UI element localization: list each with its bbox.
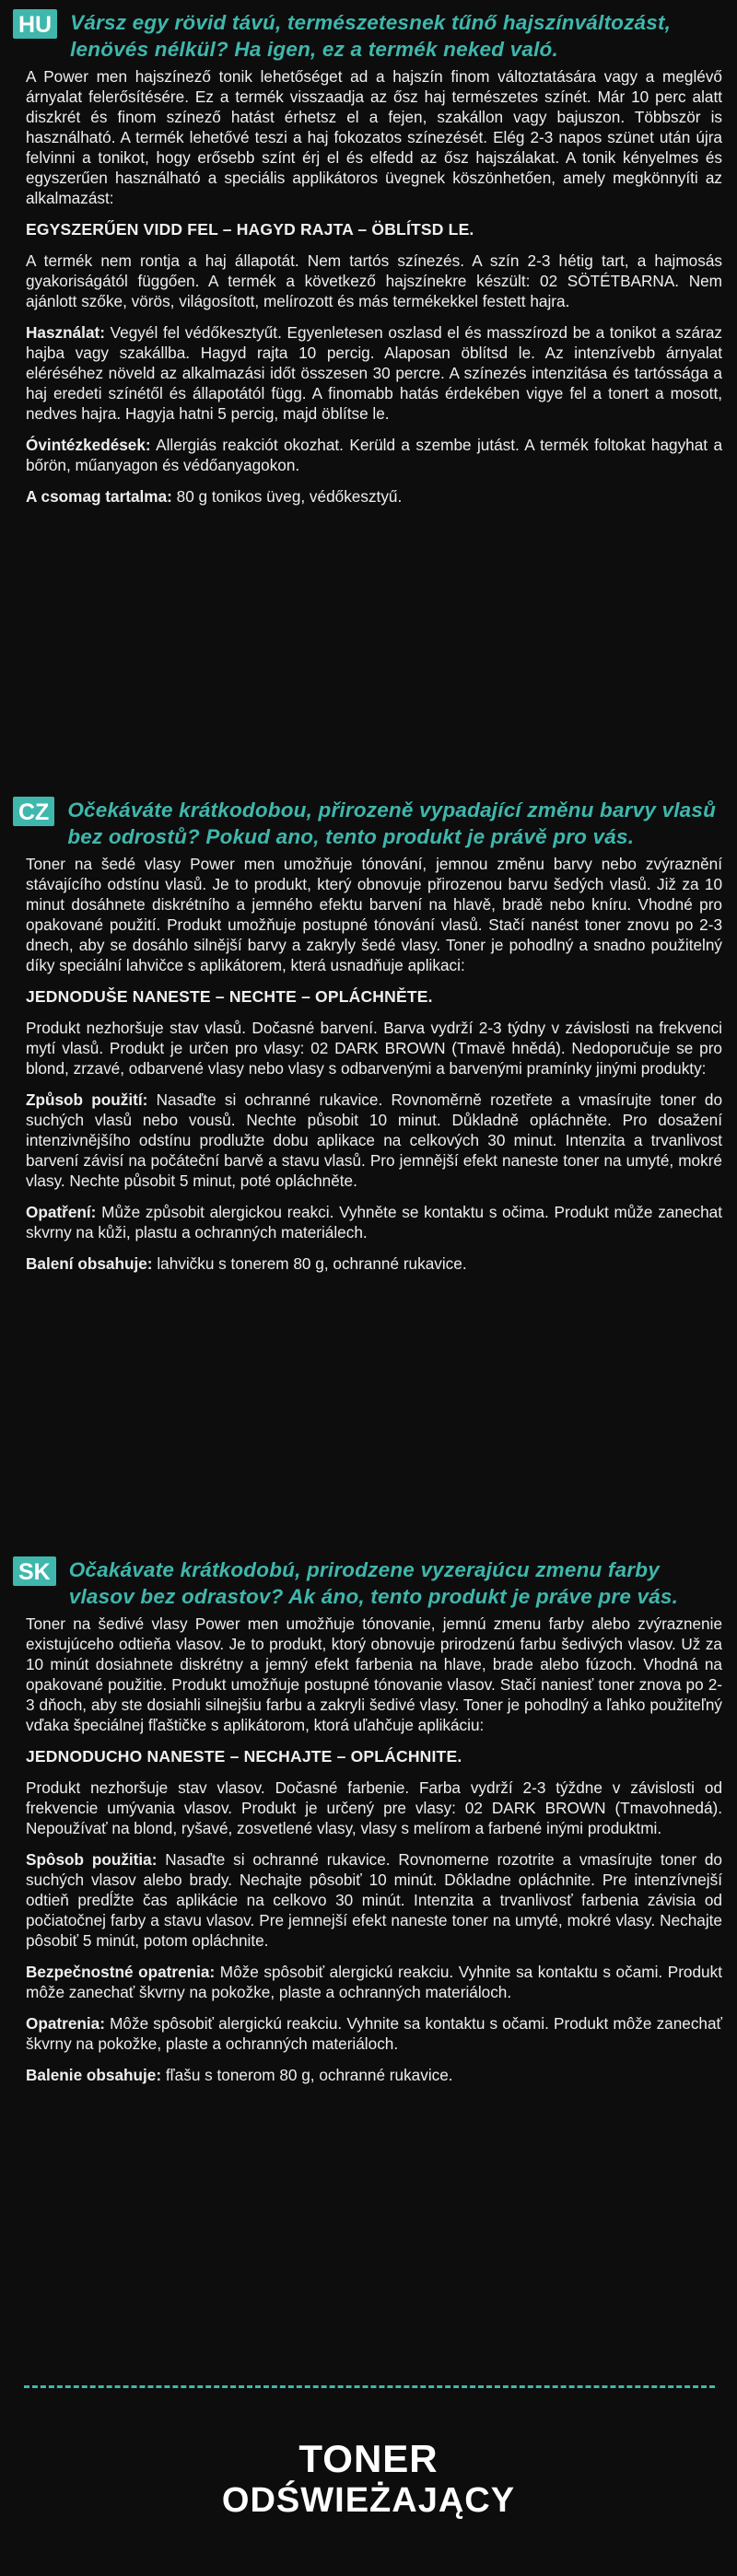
usage-label: Způsob použití: xyxy=(26,1090,148,1109)
warning-label: Óvintézkedések: xyxy=(26,436,151,454)
section-hu xyxy=(0,0,737,518)
pack-text: fľašu s tonerom 80 g, ochranné rukavice. xyxy=(165,2066,453,2084)
section-cz xyxy=(0,787,737,1285)
usage-label: Használat: xyxy=(26,323,105,342)
warning-label: Opatření: xyxy=(26,1203,97,1221)
warning-paragraph xyxy=(26,1202,722,1242)
info-paragraph: Produkt nezhoršuje stav vlasov. Dočasné farbenie. Farba vydrží 2-3 týždne v závislosti od frekvencie umývania vlasov. Produkt je určený pre vlasy: 02 DARK BROWN (Tmavohnedá). Nepoužívať na blond, ryšavé, zosvetlené vlasy, vlasy s melírom a farbené inými produktmi. xyxy=(26,1778,722,1837)
section-sk xyxy=(0,1547,737,2096)
warning-text: Môže spôsobiť alergickú reakciu. Vyhnite sa kontaktu s očami. Produkt môže zanechať škvrny na pokožke, plaste a ochranných materiáloch. xyxy=(26,2014,722,2053)
warning-paragraph xyxy=(26,435,722,475)
pack-label: Balení obsahuje: xyxy=(26,1254,153,1273)
usage-paragraph xyxy=(26,1090,722,1191)
footer-title-line2: ODŚWIEŻAJĄCY xyxy=(221,2481,516,2520)
intro-paragraph: A Power men hajszínező tonik lehetőséget ad a hajszín finom változtatására vagy a meglévő árnyalat felerősítésére. Ez a termék visszaadja az ősz haj természetes színét. Már 10 perc alatt diszkrét és finom színező hatást érhetsz el a fejen, szakállon vagy bajuszon. Többször is használható. A termék lehetővé teszi a haj fokozatos színezését. Elég 2-3 napos szünet után újra felvinni a tonikot, hogy erősebb színt érj el és elfedd az ősz hajszálakat. A tonik kényelmes és egyszerűen használható a speciális applikátoros üvegnek köszönhetően, amely megkönnyíti az alkalmazást: xyxy=(26,67,722,207)
pack-paragraph xyxy=(26,486,722,507)
section-body xyxy=(0,850,737,1274)
section-body xyxy=(0,63,737,507)
pack-paragraph xyxy=(26,2065,722,2085)
usage-paragraph xyxy=(26,1849,722,1951)
usage-text: Nasaďte si ochranné rukavice. Rovnoměrně rozetřete a vmasírujte toner do suchých vlasů nebo vousů. Nechte působit 10 minut. Důkladně opláchněte. Pro dosažení intenzivnějšího odstínu prodlužte dobu aplikace na celkových 30 minut. Intenzita a trvanlivost barvení závisí na počáteční barvě a stavu vlasů. Pro jemnější efekt naneste toner na umyté, mokré vlasy. Nechte působit 5 minut, poté opláchněte. xyxy=(26,1090,723,1190)
language-badge-sk: SK xyxy=(13,1556,56,1586)
section-headline: Vársz egy rövid távú, természetesnek tűnő hajszínváltozást, lenövés nélkül? Ha igen, ez a termék neked való. xyxy=(70,11,672,61)
info-paragraph: Produkt nezhoršuje stav vlasů. Dočasné barvení. Barva vydrží 2-3 týdny v závislosti na frekvenci mytí vlasů. Produkt je určen pro vlasy: 02 DARK BROWN (Tmavě hnědá). Nedoporučuje se pro blond, zrzavé, odbarvené vlasy nebo vlasy s odbarvenými a barvenými pramínky jinými produkty: xyxy=(26,1019,722,1078)
usage-text: Vegyél fel védőkesztyűt. Egyenletesen oszlasd el és masszírozd be a tonikot a száraz hajba vagy szakállba. Hagyd rajta 10 percig. Alaposan öblítsd le. Az intenzívebb árnyalat eléréséhez növeld az alkalmazási időt összesen 30 percre. A színezés intenzitása és tartóssága a haj eredeti színétől és állapotától függ. A finomabb hatás érdekében vigye fel a tonert a mosott, nedves hajra. Hagyja hatni 5 percig, majd öblítse le. xyxy=(26,323,722,423)
usage-label: Spôsob použitia: xyxy=(26,1850,158,1869)
section-header xyxy=(0,787,737,850)
safety-text: Môže spôsobiť alergickú reakciu. Vyhnite sa kontaktu s očami. Produkt môže zanechať škvrny na pokožke, plaste a ochranných materiáloch. xyxy=(26,1963,722,2001)
pack-text: 80 g tonikos üveg, védőkesztyű. xyxy=(176,487,403,506)
pack-paragraph xyxy=(26,1253,722,1274)
language-badge-cz: CZ xyxy=(13,797,54,826)
pack-text: lahvičku s tonerem 80 g, ochranné rukavice. xyxy=(157,1254,467,1273)
steps-line: JEDNODUŠE NANESTE – NECHTE – OPLÁCHNĚTE. xyxy=(26,987,433,1006)
safety-label: Bezpečnostné opatrenia: xyxy=(26,1963,216,1981)
info-paragraph: A termék nem rontja a haj állapotát. Nem tartós színezés. A szín 2-3 hétig tart, a hajmosás gyakoriságától függően. A termék a következő hajszínekre készült: 02 SÖTÉTBARNA. Nem ajánlott szőke, vörös, világosított, melírozott és más termékekkel festett hajra. xyxy=(26,251,722,310)
section-body xyxy=(0,1610,737,2085)
warning-paragraph xyxy=(26,2013,722,2054)
usage-text: Nasaďte si ochranné rukavice. Rovnomerne rozotrite a vmasírujte toner do suchých vlasov alebo brady. Nechajte pôsobiť 10 minút. Dôkladne opláchnite. Pre intenzívnejší odtieň predĺžte čas aplikácie na celkovo 30 minút. Intenzita a trvanlivosť farbenia závisia od počiatočnej farby a stavu vlasov. Pre jemnejší efekt naneste toner na umyté, mokré vlasy. Nechajte pôsobiť 5 minút, potom opláchnite. xyxy=(26,1850,722,1950)
section-header xyxy=(0,1547,737,1610)
safety-paragraph xyxy=(26,1962,722,2002)
pack-label: Balenie obsahuje: xyxy=(26,2066,162,2084)
usage-paragraph xyxy=(26,322,722,424)
pack-label: A csomag tartalma: xyxy=(26,487,172,506)
steps-line: JEDNODUCHO NANESTE – NECHAJTE – OPLÁCHNITE. xyxy=(26,1747,462,1766)
intro-paragraph: Toner na šedé vlasy Power men umožňuje tónování, jemnou změnu barvy nebo zvýraznění stávajícího odstínu vlasů. Je to produkt, který obnovuje přirozenou barvu šedých vlasů. Již za 10 minut dosáhnete diskrétního a jemného efektu barvení na hlavě, bradě nebo kníru. Vhodné pro opakované použití. Produkt umožňuje postupné tónování vlasů. Stačí nanést toner znovu po 2-3 dnech, aby se dosáhlo silnější barvy a zakryly šedé vlasy. Toner je pohodlný a snadno použitelný díky speciální lahvičce s aplikátorem, která usnadňuje aplikaci: xyxy=(26,855,722,974)
footer-title-line1: TONER xyxy=(298,2437,439,2480)
dashed-divider xyxy=(24,2385,715,2388)
section-headline: Očekáváte krátkodobou, přirozeně vypadající změnu barvy vlasů bez odrostů? Pokud ano, tento produkt je právě pro vás. xyxy=(67,798,717,848)
warning-text: Allergiás reakciót okozhat. Kerüld a szembe jutást. A termék foltokat hagyhat a bőrön, műanyagon és védőanyagokon. xyxy=(26,436,723,474)
warning-label: Opatrenia: xyxy=(26,2014,105,2033)
section-headline: Očakávate krátkodobú, prirodzene vyzerajúcu zmenu farby vlasov bez odrastov? Ak áno, tento produkt je práve pre vás. xyxy=(68,1558,679,1608)
steps-line: EGYSZERŰEN VIDD FEL – HAGYD RAJTA – ÖBLÍTSD LE. xyxy=(26,220,474,239)
language-badge-hu: HU xyxy=(13,9,57,39)
section-header xyxy=(0,0,737,63)
intro-paragraph: Toner na šedivé vlasy Power men umožňuje tónovanie, jemnú zmenu farby alebo zvýraznenie existujúceho odtieňa vlasov. Je to produkt, ktorý obnovuje prirodzenú farbu šedivých vlasov. Už za 10 minút dosiahnete diskrétny a jemný efekt farbenia na hlave, brade alebo fúzoch. Vhodná na opakované použitie. Produkt umožňuje postupné tónovanie vlasov. Stačí naniesť toner znova po 2-3 dňoch, aby ste dosiahli silnejšiu farbu a zakryli šedivé vlasy. Toner je pohodlný a ľahko použiteľný vďaka špeciálnej fľaštičke s aplikátorom, ktorá uľahčuje aplikáciu: xyxy=(26,1614,722,1734)
warning-text: Může způsobit alergickou reakci. Vyhněte se kontaktu s očima. Produkt může zanechat skvrny na kůži, plastu a ochranných materiálech. xyxy=(26,1203,722,1241)
